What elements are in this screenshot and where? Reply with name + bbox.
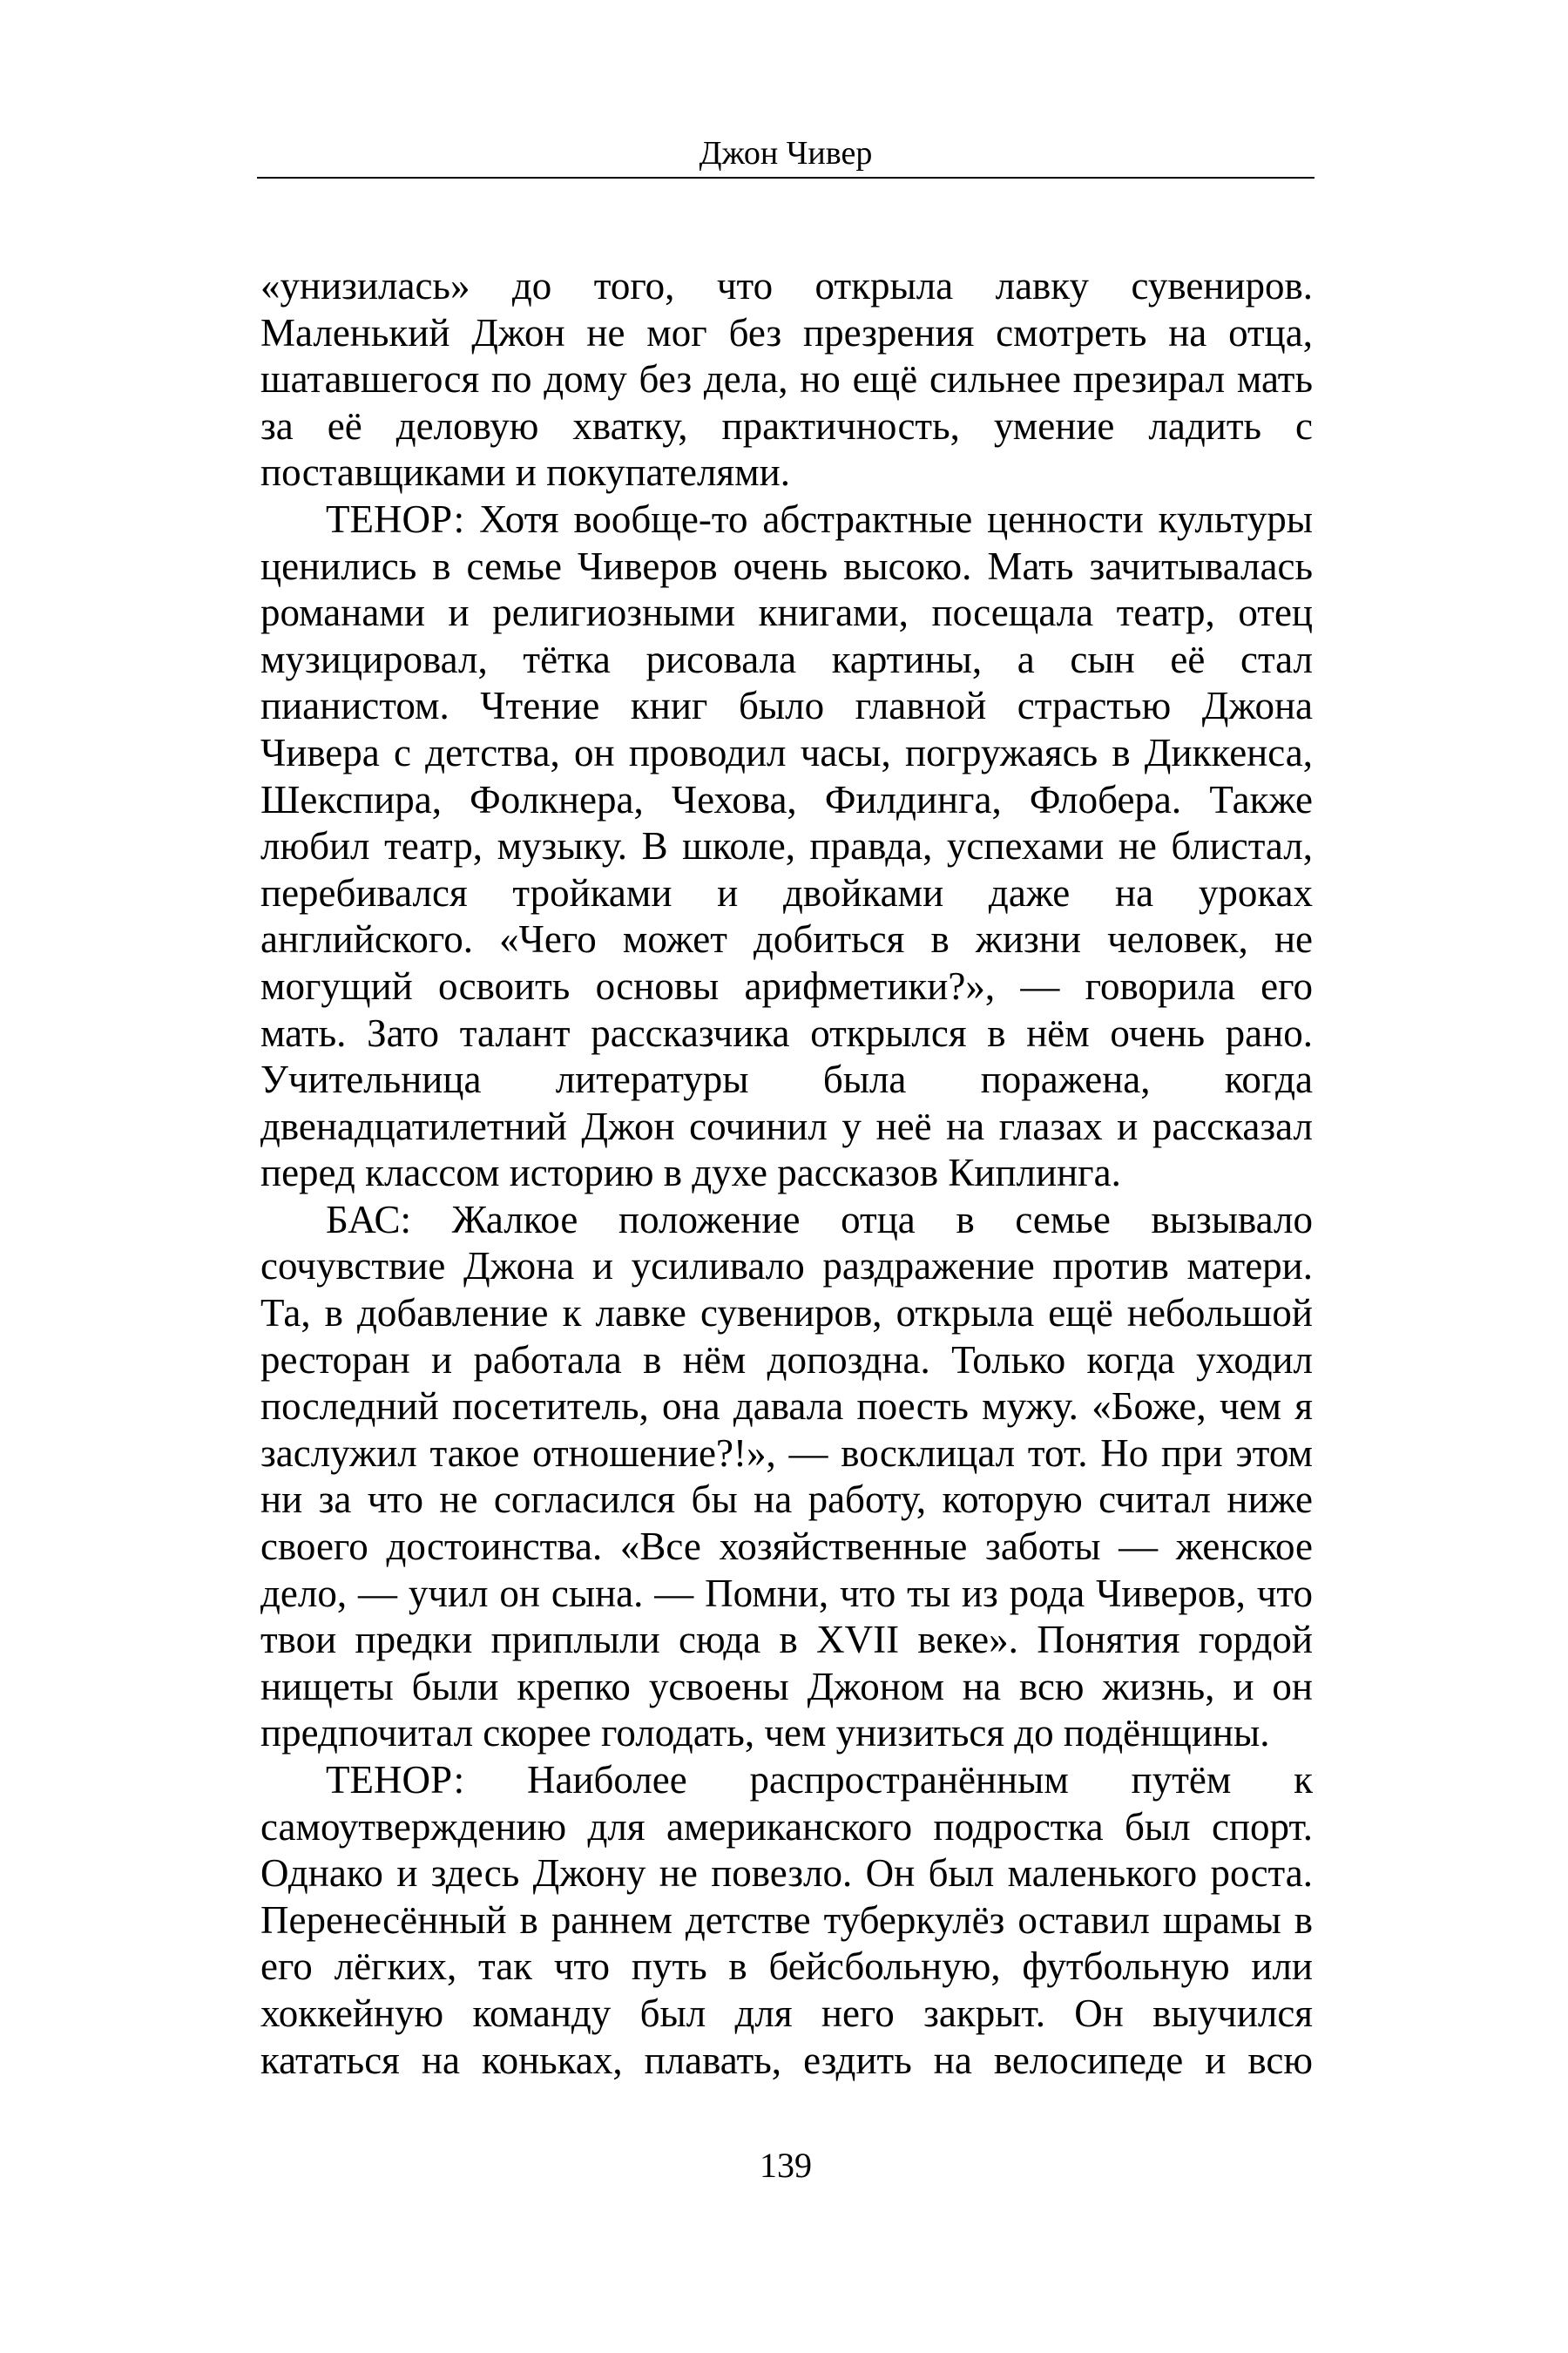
text-body: [260, 263, 1313, 2084]
header-rule: [257, 177, 1315, 179]
paragraph-bass-1: БАС: Жалкое положение отца в семье вызывало сочувствие Джона и усиливало раздражение против матери. Та, в добавление к лавке сувениров, открыла ещё небольшой ресторан и работала в нём допоздна. Только когда уходил последний посетитель, она давала поесть мужу. «Боже, чем я заслужил такое отношение?!», — восклицал тот. Но при этом ни за что не согласился бы на работу, которую считал ниже своего достоинства. «Все хозяйственные заботы — женское дело, — учил он сына. — Помни, что ты из рода Чиверов, что твои предки приплыли сюда в XVII веке». Понятия гордой нищеты были крепко усвоены Джоном на всю жизнь, и он предпочитал скорее голодать, чем унизиться до подёнщины.: [260, 1197, 1313, 1755]
page-number: 139: [760, 2146, 812, 2185]
paragraph-continued: «унизилась» до того, что открыла лавку сувениров. Маленький Джон не мог без презрения смотреть на отца, шатавшегося по дому без дела, но ещё сильнее презирал мать за её деловую хватку, практичность, умение ладить с поставщиками и покупателями.: [260, 264, 1313, 495]
paragraph-tenor-1: ТЕНОР: Хотя вообще-то абстрактные ценности культуры ценились в семье Чиверов очень высоко. Мать зачитывалась романами и религиозными книгами, посещала театр, отец музицировал, тётка рисовала картины, а сын её стал пианистом. Чтение книг было главной страстью Джона Чивера с детства, он проводил часы, погружаясь в Диккенса, Шекспира, Фолкнера, Чехова, Филдинга, Флобера. Также любил театр, музыку. В школе, правда, успехами не блистал, перебивался тройками и двойками даже на уроках английского. «Чего может добиться в жизни человек, не могущий освоить основы арифметики?», — говорила его мать. Зато талант рассказчика открылся в нём очень рано. Учительница литературы была поражена, когда двенадцатилетний Джон сочинил у неё на глазах и рассказал перед классом историю в духе рассказов Киплинга.: [260, 497, 1313, 1195]
running-head: Джон Чивер: [699, 135, 873, 172]
paragraph-tenor-2: ТЕНОР: Наиболее распространённым путём к самоутверждению для американского подростка был спорт. Однако и здесь Джону не повезло. Он был маленького роста. Перенесённый в раннем детстве туберкулёз оставил шрамы в его лёгких, так что путь в бейсбольную, футбольную или хоккейную команду был для него закрыт. Он выучился кататься на коньках, плавать, ездить на велосипеде и всю: [260, 1758, 1313, 2082]
